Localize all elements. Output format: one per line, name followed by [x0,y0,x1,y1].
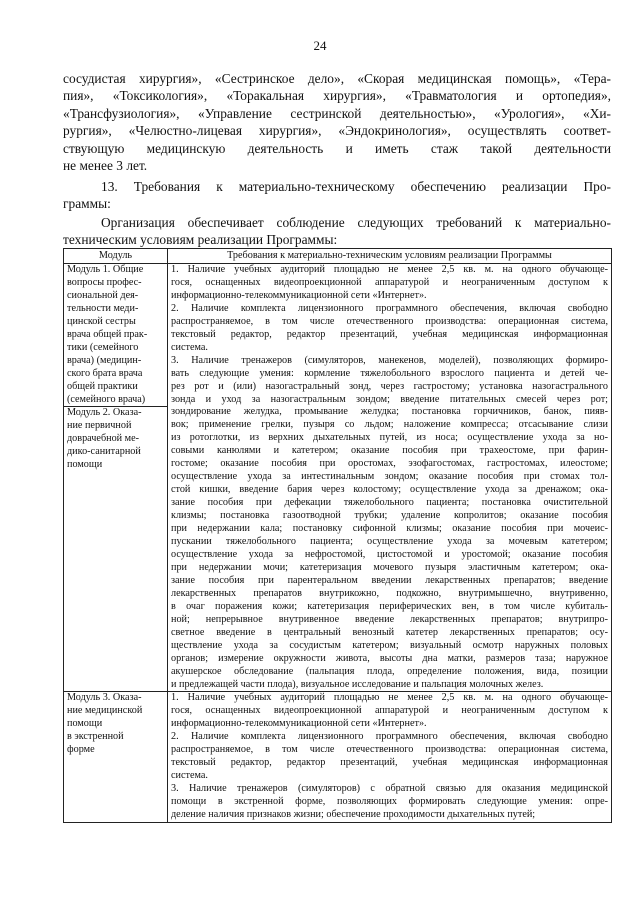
requirement-line: вок; применение грелки, пузыря со льдом; наложение компресса; отсасывание слизи [171,419,608,431]
section-13-heading [63,178,611,213]
requirement-line: распространяемое, в том числе отечественного производства: операционная система, [171,315,608,327]
requirement-line: зание пособия при дефекации тяжелобольного пациента; постановка очистительной [171,497,608,509]
requirement-line: 3. Наличие тренажеров (симуляторов, манекенов, моделей), позволяющих формиро- [171,354,608,366]
requirement-line: из ротоглотки, из верхних дыхательных путей, из носа; осуществление ухода за но- [171,432,608,444]
requirement-line: система. [171,770,208,782]
module-cell [64,264,168,692]
module-name-line: Модуль 3. Оказа- [67,692,142,704]
module-name-line: врача) (медицин- [67,354,142,366]
requirement-line: совыми канюлями и катетером; оказание пособия при трахеостоме, при фарин- [171,445,608,457]
requirement-line: информационно-телекоммуникационной сети «Интернет». [171,289,427,301]
requirement-line: ществление ухода за сосудистым катетером; визуальный осмотр наружных половых [171,639,608,651]
requirement-line: в очаг поражения кожи; катетеризация периферических вен, в том числе кубиталь- [171,600,608,612]
text-line: 13. Требования к материально-техническому обеспечению реализации Про- [101,179,611,194]
module-name-line: тельности меди- [67,302,139,314]
module-name-line: помощи [67,459,103,471]
table-row [64,692,612,823]
requirement-line: и предлежащей части плода), визуальное исследование и пальпация молочных желез. [171,678,544,690]
text-line: пия», «Токсикология», «Торакальная хирургия», «Травматология и ортопедия», [63,88,611,104]
requirement-line: вать следующие умения: кормление тяжелобольного взрослого пациента и детей че- [171,367,608,379]
module-name-line: Модуль 1. Общие [67,264,144,275]
organization-paragraph [63,214,611,249]
module-name [64,692,167,757]
text-line: техническим условиям реализации Программы: [63,232,338,248]
requirements-cell [168,692,612,823]
requirement-line: 2. Наличие комплекта лицензионного программного обеспечения, включая свободно [171,302,608,314]
requirement-line: зонда и уход за назогастральным зондом; введение питательных смесей через рот; [171,393,608,405]
module-name-line: цинской сестры [67,315,136,327]
module-name-line: (семейного врача) [67,393,146,405]
module-cell [64,692,168,823]
requirement-line: 1. Наличие учебных аудиторий площадью не менее 2,5 кв. м. на одного обучающе- [171,692,608,704]
requirement-line: деление наличия признаков жизни; обеспечение проходимости дыхательных путей; [171,809,536,821]
requirement-line: светное введение в центральный венозный катетер лекарственных препаратов; осу- [171,626,608,638]
requirement-line: 1. Наличие учебных аудиторий площадью не менее 2,5 кв. м. на одного обучающе- [171,264,608,275]
module-name-line: общей практики [67,380,138,392]
text-line: сосудистая хирургия», «Сестринское дело», «Скорая медицинская помощь», «Тера- [63,71,611,86]
requirement-line: гося, оснащенных видеопроекционной аппаратурой и неограниченным доступом к [171,276,608,288]
text-line: «Трансфузиология», «Управление сестринской деятельностью», «Урология», «Хи- [63,105,611,121]
page-number: 24 [313,38,327,53]
module-name-line: форме [67,744,95,756]
requirement-line: система. [171,341,208,353]
requirement-line: стой кишки, введение бария через колостому; осуществление ухода за дренажом; ока- [171,484,608,496]
text-line: граммы: [63,196,111,212]
text-line: Организация обеспечивает соблюдение следующих требований к материально- [101,215,611,230]
text-line: рургия», «Челюстно-лицевая хирургия», «Эндокринология», осуществлять соответ- [63,123,611,139]
requirement-line: пускании тяжелобольного пациента; осуществление ухода за мочевым катетером; [171,536,608,548]
requirement-line: помощи в экстренной форме, позволяющих формировать следующие умения: опре- [171,796,608,808]
requirement-line: осуществление ухода за нефростомой, цистостомой и уростомой; оказание пособия [171,548,608,560]
requirement-line: ной; непрерывное внутривенное введение лекарственных препаратов; внутрипро- [171,613,608,625]
requirement-line: при недержании кала; постановку сифонной клизмы; оказание пособия при мочеис- [171,523,608,535]
module-name-line: сиональной дея- [67,289,139,301]
intro-paragraph [63,70,611,174]
requirement-line: распространяемое, в том числе отечественного производства: операционная система, [171,744,608,756]
module-name-line: помощи [67,718,103,730]
requirement-line: информационно-телекоммуникационной сети «Интернет». [171,718,427,730]
module-name-line: ние медицинской [67,705,143,717]
requirement-line: зондирование желудка, промывание желудка; постановка горчичников, банок, пияв- [171,406,608,418]
requirement-line: 2. Наличие комплекта лицензионного программного обеспечения, включая свободно [171,731,608,743]
requirement-line: гося, оснащенных видеопроекционной аппаратурой и неограниченным доступом к [171,705,608,717]
module-name-line: ние первичной [67,420,132,432]
requirement-line: гостоме; оказание пособия при оростомах, эзофагостомах, гастростомах, илеостоме; [171,458,608,470]
table-row [64,264,612,692]
text-line: ствующую медицинскую деятельность и иметь стаж такой деятельности [63,140,611,156]
text-line: не менее 3 лет. [63,158,148,174]
module-name-line: тики (семейного [67,341,139,353]
module-name-line: доврачебной ме- [67,433,140,445]
module-name-line: ского брата врача [67,367,143,379]
requirement-line: клизмы; постановка газоотводной трубки; удаление копролитов; оказание пособия [171,510,608,522]
module-name [64,406,167,472]
module-column-header: Модуль [64,249,168,264]
requirements-column-header: Требования к материально-техническим условиям реализации Программы [168,249,612,264]
module-name-line: дико-санитарной [67,446,141,458]
module-name-line: в экстренной [67,731,124,743]
requirement-line: акушерское обследование (пальпация плода, определение положения, вида, позиции [171,665,608,677]
requirements-table [63,248,612,823]
requirement-line: текстовый редактор, редактор презентаций, учебная медицинская информационная [171,757,608,769]
module-name-line: вопросы профес- [67,276,142,288]
requirement-line: осуществление ухода за интестинальным зондом; оказание пособия при стомах тол- [171,471,608,483]
requirement-line: рез рот и (или) назогастральный зонд, через гастростому; установка назогастрального [171,380,608,392]
requirement-line: органов; измерение окружности живота, высоты дна матки, размеров таза; наружное [171,652,608,664]
requirements-cell [168,264,612,692]
module-name-line: Модуль 2. Оказа- [67,407,142,419]
requirement-line: зание пособия при парентеральном введении лекарственных препаратов; введение [171,574,608,586]
module-name-line: врача общей прак- [67,328,148,340]
module-name [64,264,167,406]
requirement-line: текстовый редактор, редактор презентаций, учебная медицинская информационная [171,328,608,340]
table-header-row [64,249,612,264]
requirement-line: 3. Наличие тренажеров (симуляторов) с обратной связью для оказания медицинской [171,783,608,795]
requirement-line: при недержании мочи; катетеризация мочевого пузыря эластичным катетером; ока- [171,561,608,573]
requirement-line: лекарственных препаратов внутрикожно, подкожно, внутримышечно, внутривенно, [171,587,608,599]
